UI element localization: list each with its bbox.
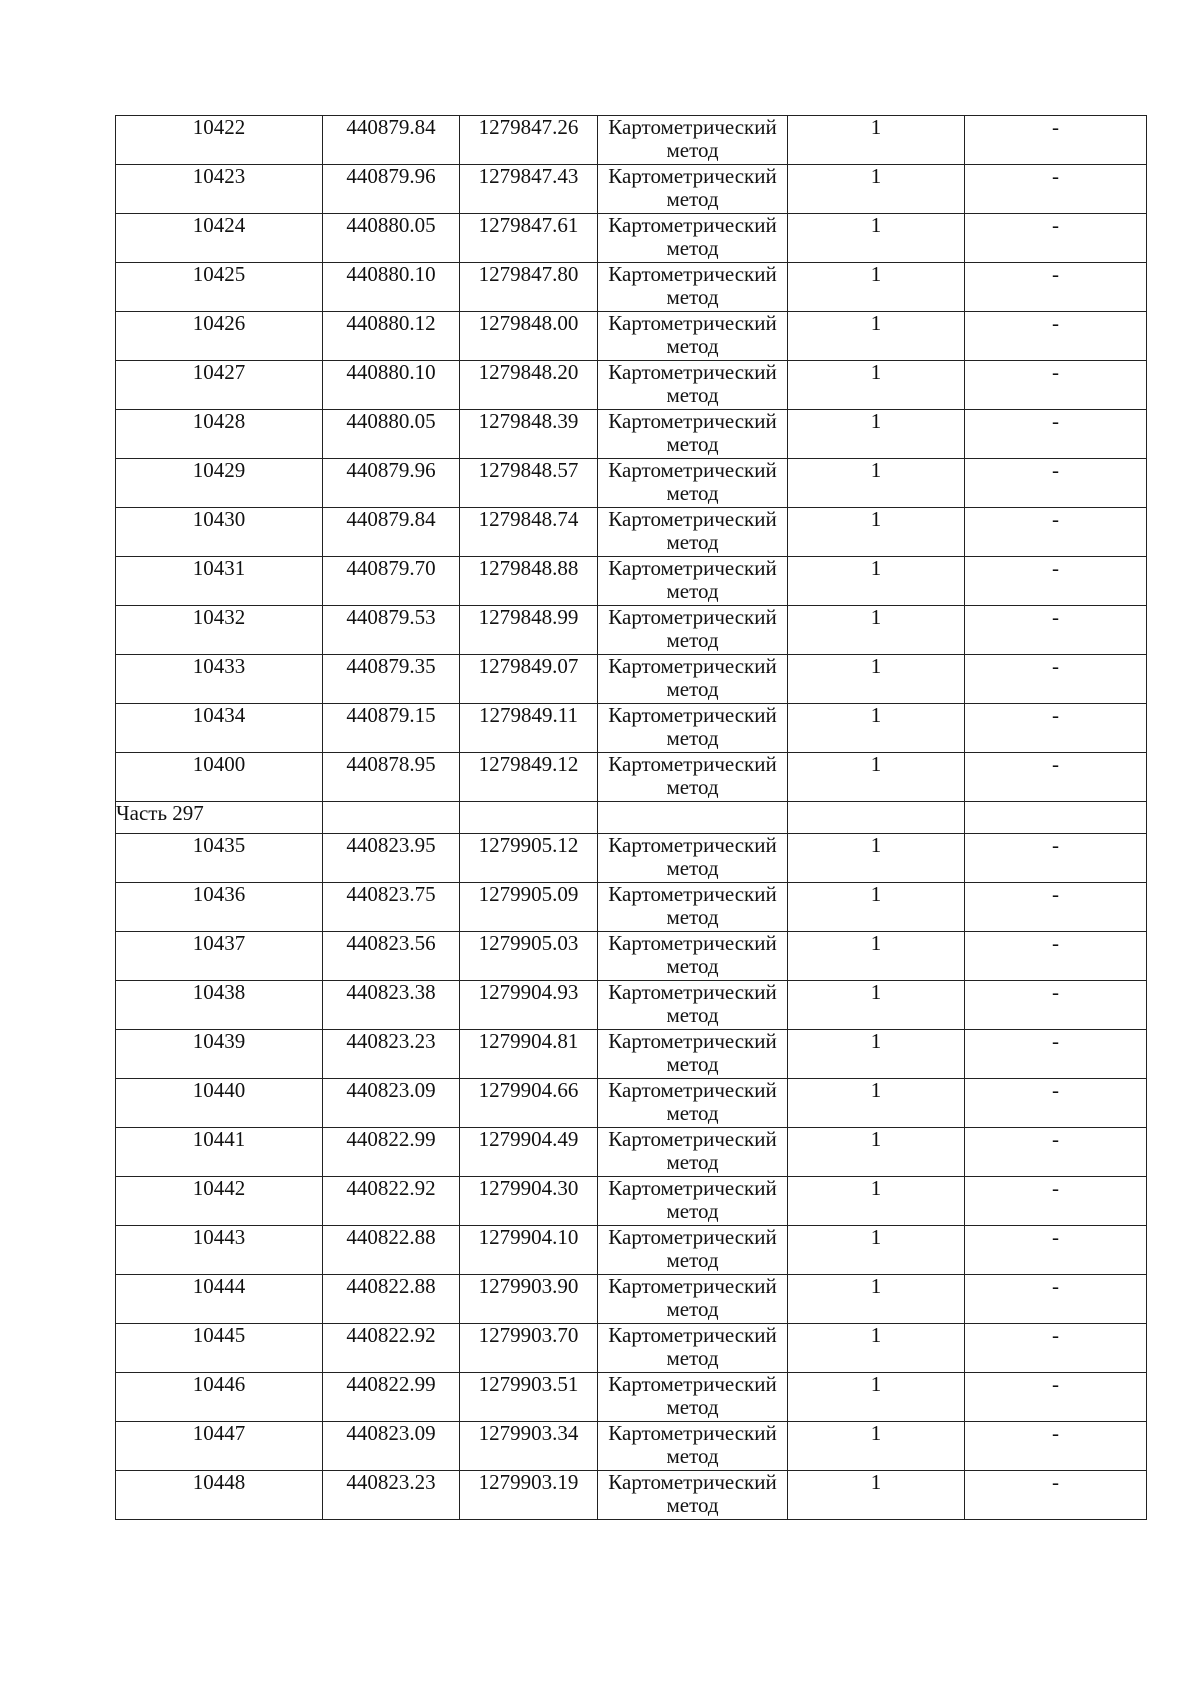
accuracy-cell: 1 [788,1275,965,1324]
table-row [116,263,1147,312]
note-cell: - [965,1128,1147,1177]
note-cell: - [965,263,1147,312]
x-coordinate-cell: 440879.70 [323,557,460,606]
y-coordinate-cell: 1279903.34 [460,1422,598,1471]
method-cell: Картометрический метод [598,508,788,557]
table-row [116,312,1147,361]
accuracy-cell: 1 [788,1471,965,1520]
x-coordinate-cell: 440879.84 [323,508,460,557]
accuracy-cell: 1 [788,165,965,214]
point-id-cell: 10425 [116,263,323,312]
accuracy-cell: 1 [788,704,965,753]
y-coordinate-cell: 1279848.39 [460,410,598,459]
table-row [116,606,1147,655]
accuracy-cell: 1 [788,312,965,361]
x-coordinate-cell: 440822.99 [323,1373,460,1422]
note-cell: - [965,557,1147,606]
x-coordinate-cell: 440822.88 [323,1275,460,1324]
method-cell: Картометрический метод [598,981,788,1030]
note-cell: - [965,312,1147,361]
method-cell: Картометрический метод [598,1128,788,1177]
accuracy-cell: 1 [788,1422,965,1471]
note-cell: - [965,1079,1147,1128]
y-coordinate-cell: 1279849.12 [460,753,598,802]
x-coordinate-cell: 440879.96 [323,165,460,214]
note-cell: - [965,834,1147,883]
table-row [116,557,1147,606]
accuracy-cell: 1 [788,655,965,704]
method-cell: Картометрический метод [598,1030,788,1079]
accuracy-cell: 1 [788,606,965,655]
point-id-cell: 10432 [116,606,323,655]
method-cell: Картометрический метод [598,1324,788,1373]
note-cell: - [965,1177,1147,1226]
table-row [116,1226,1147,1275]
table-row [116,1471,1147,1520]
x-coordinate-cell: 440823.09 [323,1422,460,1471]
method-cell: Картометрический метод [598,704,788,753]
accuracy-cell: 1 [788,981,965,1030]
y-coordinate-cell: 1279847.61 [460,214,598,263]
y-coordinate-cell: 1279905.12 [460,834,598,883]
y-coordinate-cell: 1279904.49 [460,1128,598,1177]
table-row [116,834,1147,883]
note-cell: - [965,1324,1147,1373]
point-id-cell: 10424 [116,214,323,263]
x-coordinate-cell: 440822.92 [323,1177,460,1226]
method-cell: Картометрический метод [598,1275,788,1324]
note-cell: - [965,883,1147,932]
y-coordinate-cell: 1279847.26 [460,116,598,165]
note-cell: - [965,1030,1147,1079]
empty-cell [323,802,460,834]
empty-cell [598,802,788,834]
method-cell: Картометрический метод [598,214,788,263]
table-row [116,883,1147,932]
method-cell: Картометрический метод [598,1079,788,1128]
x-coordinate-cell: 440823.23 [323,1030,460,1079]
x-coordinate-cell: 440880.05 [323,410,460,459]
y-coordinate-cell: 1279848.74 [460,508,598,557]
y-coordinate-cell: 1279848.00 [460,312,598,361]
x-coordinate-cell: 440822.88 [323,1226,460,1275]
point-id-cell: 10446 [116,1373,323,1422]
method-cell: Картометрический метод [598,1471,788,1520]
note-cell: - [965,116,1147,165]
accuracy-cell: 1 [788,834,965,883]
table-row [116,214,1147,263]
x-coordinate-cell: 440879.53 [323,606,460,655]
note-cell: - [965,1275,1147,1324]
point-id-cell: 10433 [116,655,323,704]
method-cell: Картометрический метод [598,883,788,932]
y-coordinate-cell: 1279904.10 [460,1226,598,1275]
accuracy-cell: 1 [788,1324,965,1373]
point-id-cell: 10442 [116,1177,323,1226]
note-cell: - [965,1422,1147,1471]
method-cell: Картометрический метод [598,655,788,704]
y-coordinate-cell: 1279903.90 [460,1275,598,1324]
method-cell: Картометрический метод [598,459,788,508]
table-row [116,1422,1147,1471]
point-id-cell: 10436 [116,883,323,932]
point-id-cell: 10440 [116,1079,323,1128]
note-cell: - [965,1471,1147,1520]
x-coordinate-cell: 440823.75 [323,883,460,932]
method-cell: Картометрический метод [598,1226,788,1275]
point-id-cell: 10427 [116,361,323,410]
x-coordinate-cell: 440879.15 [323,704,460,753]
accuracy-cell: 1 [788,1226,965,1275]
y-coordinate-cell: 1279904.30 [460,1177,598,1226]
y-coordinate-cell: 1279847.43 [460,165,598,214]
point-id-cell: 10445 [116,1324,323,1373]
point-id-cell: 10428 [116,410,323,459]
point-id-cell: 10438 [116,981,323,1030]
section-label: Часть 297 [116,802,323,834]
table-row [116,1177,1147,1226]
method-cell: Картометрический метод [598,753,788,802]
table-row [116,704,1147,753]
accuracy-cell: 1 [788,1128,965,1177]
x-coordinate-cell: 440823.09 [323,1079,460,1128]
note-cell: - [965,459,1147,508]
accuracy-cell: 1 [788,410,965,459]
table-row [116,655,1147,704]
y-coordinate-cell: 1279905.09 [460,883,598,932]
point-id-cell: 10434 [116,704,323,753]
method-cell: Картометрический метод [598,312,788,361]
table-row [116,1128,1147,1177]
method-cell: Картометрический метод [598,263,788,312]
table-row [116,932,1147,981]
point-id-cell: 10430 [116,508,323,557]
x-coordinate-cell: 440878.95 [323,753,460,802]
note-cell: - [965,606,1147,655]
note-cell: - [965,1226,1147,1275]
note-cell: - [965,165,1147,214]
x-coordinate-cell: 440879.35 [323,655,460,704]
accuracy-cell: 1 [788,214,965,263]
empty-cell [788,802,965,834]
accuracy-cell: 1 [788,263,965,312]
point-id-cell: 10426 [116,312,323,361]
accuracy-cell: 1 [788,508,965,557]
y-coordinate-cell: 1279849.11 [460,704,598,753]
y-coordinate-cell: 1279848.20 [460,361,598,410]
y-coordinate-cell: 1279904.81 [460,1030,598,1079]
point-id-cell: 10447 [116,1422,323,1471]
method-cell: Картометрический метод [598,1373,788,1422]
accuracy-cell: 1 [788,557,965,606]
note-cell: - [965,1373,1147,1422]
y-coordinate-cell: 1279849.07 [460,655,598,704]
method-cell: Картометрический метод [598,557,788,606]
empty-cell [460,802,598,834]
y-coordinate-cell: 1279903.51 [460,1373,598,1422]
point-id-cell: 10443 [116,1226,323,1275]
x-coordinate-cell: 440880.12 [323,312,460,361]
x-coordinate-cell: 440823.56 [323,932,460,981]
note-cell: - [965,214,1147,263]
coordinates-table-body [116,116,1147,1520]
y-coordinate-cell: 1279905.03 [460,932,598,981]
method-cell: Картометрический метод [598,361,788,410]
method-cell: Картометрический метод [598,932,788,981]
accuracy-cell: 1 [788,1177,965,1226]
table-row [116,1030,1147,1079]
method-cell: Картометрический метод [598,410,788,459]
point-id-cell: 10400 [116,753,323,802]
point-id-cell: 10431 [116,557,323,606]
table-row [116,1324,1147,1373]
note-cell: - [965,410,1147,459]
point-id-cell: 10423 [116,165,323,214]
accuracy-cell: 1 [788,1079,965,1128]
x-coordinate-cell: 440879.96 [323,459,460,508]
table-row [116,410,1147,459]
table-row [116,165,1147,214]
note-cell: - [965,753,1147,802]
x-coordinate-cell: 440880.10 [323,263,460,312]
y-coordinate-cell: 1279904.93 [460,981,598,1030]
point-id-cell: 10444 [116,1275,323,1324]
table-row [116,508,1147,557]
note-cell: - [965,704,1147,753]
note-cell: - [965,932,1147,981]
point-id-cell: 10448 [116,1471,323,1520]
point-id-cell: 10422 [116,116,323,165]
accuracy-cell: 1 [788,459,965,508]
accuracy-cell: 1 [788,1030,965,1079]
method-cell: Картометрический метод [598,606,788,655]
table-row [116,1373,1147,1422]
method-cell: Картометрический метод [598,834,788,883]
y-coordinate-cell: 1279848.99 [460,606,598,655]
y-coordinate-cell: 1279847.80 [460,263,598,312]
y-coordinate-cell: 1279903.70 [460,1324,598,1373]
method-cell: Картометрический метод [598,1422,788,1471]
empty-cell [965,802,1147,834]
note-cell: - [965,981,1147,1030]
point-id-cell: 10441 [116,1128,323,1177]
method-cell: Картометрический метод [598,1177,788,1226]
table-row [116,459,1147,508]
accuracy-cell: 1 [788,753,965,802]
x-coordinate-cell: 440823.95 [323,834,460,883]
x-coordinate-cell: 440823.38 [323,981,460,1030]
accuracy-cell: 1 [788,932,965,981]
accuracy-cell: 1 [788,361,965,410]
table-row [116,361,1147,410]
table-row [116,1275,1147,1324]
x-coordinate-cell: 440880.10 [323,361,460,410]
x-coordinate-cell: 440880.05 [323,214,460,263]
y-coordinate-cell: 1279848.57 [460,459,598,508]
note-cell: - [965,361,1147,410]
section-row [116,802,1147,834]
table-row [116,1079,1147,1128]
method-cell: Картометрический метод [598,116,788,165]
accuracy-cell: 1 [788,116,965,165]
coordinates-table [115,115,1147,1520]
method-cell: Картометрический метод [598,165,788,214]
note-cell: - [965,655,1147,704]
point-id-cell: 10437 [116,932,323,981]
table-row [116,753,1147,802]
point-id-cell: 10435 [116,834,323,883]
point-id-cell: 10429 [116,459,323,508]
x-coordinate-cell: 440822.92 [323,1324,460,1373]
x-coordinate-cell: 440823.23 [323,1471,460,1520]
x-coordinate-cell: 440879.84 [323,116,460,165]
point-id-cell: 10439 [116,1030,323,1079]
y-coordinate-cell: 1279848.88 [460,557,598,606]
table-row [116,981,1147,1030]
y-coordinate-cell: 1279903.19 [460,1471,598,1520]
note-cell: - [965,508,1147,557]
x-coordinate-cell: 440822.99 [323,1128,460,1177]
accuracy-cell: 1 [788,883,965,932]
table-row [116,116,1147,165]
accuracy-cell: 1 [788,1373,965,1422]
y-coordinate-cell: 1279904.66 [460,1079,598,1128]
